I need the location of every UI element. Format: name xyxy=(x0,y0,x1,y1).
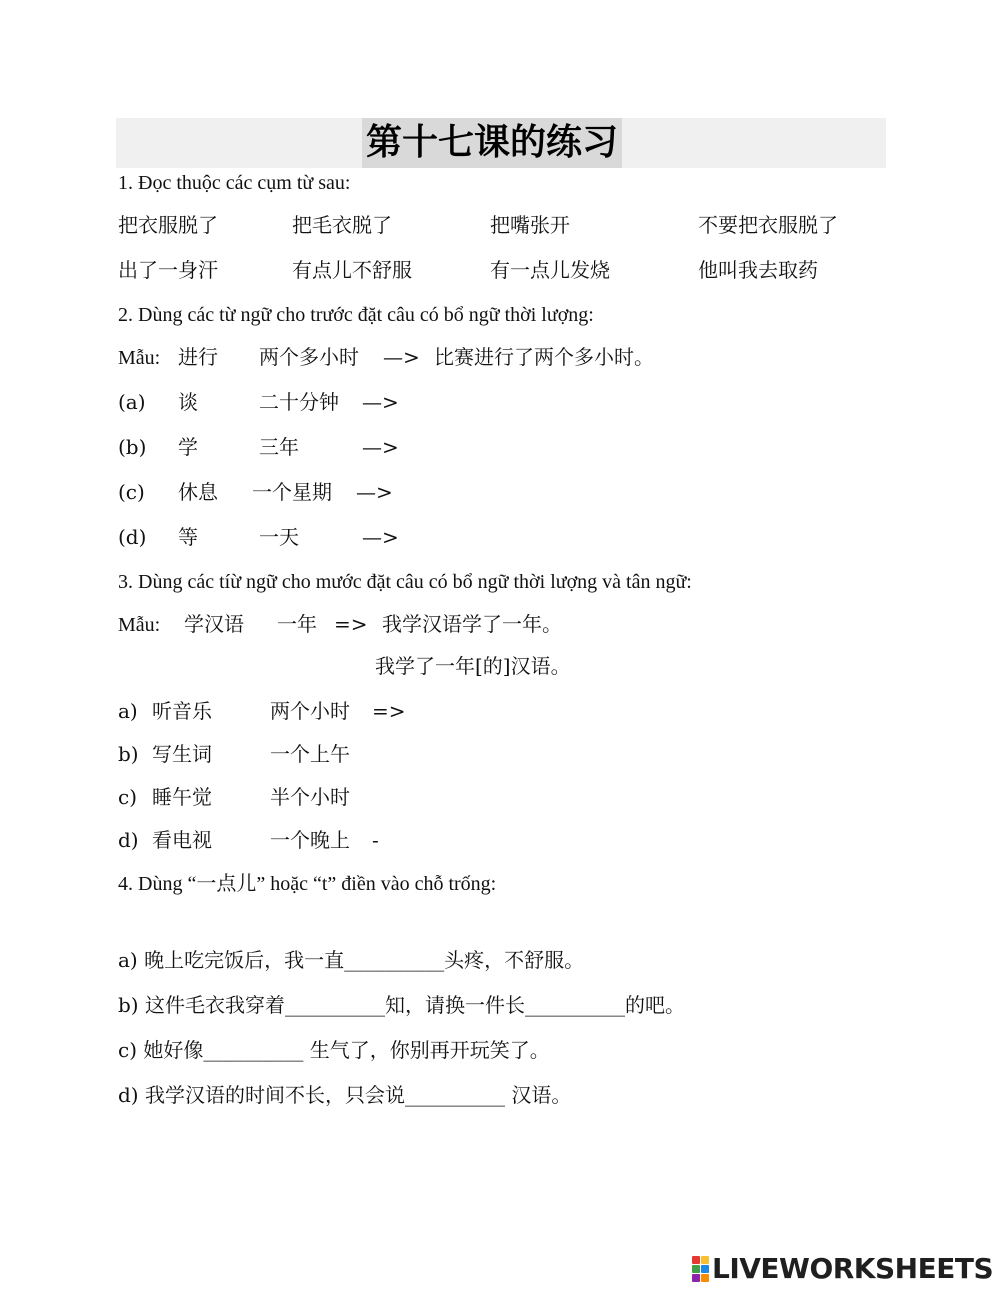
ex2-item-label: (d) xyxy=(118,525,147,549)
fill-blank[interactable]: __________ xyxy=(524,993,625,1017)
ex3-item-time: 一个晚上 xyxy=(270,828,350,852)
ex4-item-label: a) xyxy=(118,948,138,972)
page-title: 第十七课的练习 xyxy=(362,118,622,168)
ex3-heading: 3. Dùng các tíừ ngữ cho mước đặt câu có bổ ngữ thời lượng và tân ngữ: xyxy=(118,571,692,593)
ex4-item xyxy=(118,995,685,1015)
ex3-item-label: c) xyxy=(118,785,138,809)
ex4-item-text: 生气了，你别再开玩笑了。 xyxy=(303,1038,550,1062)
ex4-item-label: c) xyxy=(118,1038,138,1062)
fill-blank[interactable]: __________ xyxy=(344,948,445,972)
ex2-item-verb: 休息 xyxy=(178,480,218,504)
ex1-phrase: 把衣服脱了 xyxy=(118,213,218,237)
ex2-example-label: Mẫu: xyxy=(118,347,161,369)
arrow-icon: —> xyxy=(362,525,399,549)
ex3-example-answer: 我学了一年[的]汉语。 xyxy=(375,654,571,678)
ex1-phrase: 把毛衣脱了 xyxy=(292,213,392,237)
fill-blank[interactable]: __________ xyxy=(284,993,385,1017)
ex2-heading: 2. Dùng các từ ngữ cho trước đặt câu có bổ ngữ thời lượng: xyxy=(118,304,594,326)
ex2-item-time: 三年 xyxy=(259,435,299,459)
ex3-example-phrase: 学汉语 xyxy=(184,612,244,636)
ex4-item-text: 知，请换一件长 xyxy=(384,993,525,1017)
dash-mark: - xyxy=(372,828,379,852)
ex3-item-label: a) xyxy=(118,699,138,723)
ex3-item-time: 两个小时 xyxy=(270,699,350,723)
logo-icon xyxy=(692,1256,709,1282)
arrow-icon: —> xyxy=(383,345,420,369)
ex3-item-phrase: 睡午觉 xyxy=(152,785,212,809)
ex3-item-label: d) xyxy=(118,828,139,852)
ex4-item xyxy=(118,1085,571,1105)
ex2-item-time: 二十分钟 xyxy=(259,390,339,414)
ex3-item-label: b) xyxy=(118,742,139,766)
ex1-phrase: 有点儿不舒服 xyxy=(292,258,412,282)
ex3-item-phrase: 写生词 xyxy=(152,742,212,766)
ex3-example-label: Mẫu: xyxy=(118,614,161,636)
ex1-phrase: 出了一身汗 xyxy=(118,258,218,282)
ex3-example-answer: 我学汉语学了一年。 xyxy=(382,612,562,636)
ex2-item-verb: 学 xyxy=(178,435,198,459)
ex4-item-text: 汉语。 xyxy=(504,1083,572,1107)
arrow-icon: —> xyxy=(362,435,399,459)
ex1-phrase: 不要把衣服脱了 xyxy=(698,213,838,237)
ex4-item-text: 我学汉语的时间不长，只会说 xyxy=(144,1083,405,1107)
ex1-phrase: 有一点儿发烧 xyxy=(490,258,610,282)
arrow-icon: —> xyxy=(362,390,399,414)
fill-blank[interactable]: __________ xyxy=(203,1038,304,1062)
ex4-heading: 4. Dùng “一点儿” hoặc “t” điền vào chỗ trống: xyxy=(118,873,497,895)
ex2-item-label: (b) xyxy=(118,435,147,459)
ex3-item-time: 半个小时 xyxy=(270,785,350,809)
ex4-item xyxy=(118,1040,550,1060)
ex4-item-text: 的吧。 xyxy=(624,993,685,1017)
ex3-item-time: 一个上午 xyxy=(270,742,350,766)
ex4-item-text: 她好像 xyxy=(143,1038,204,1062)
ex3-example-time: 一年 xyxy=(277,612,317,636)
ex2-item-verb: 谈 xyxy=(178,390,198,414)
ex4-item-label: d) xyxy=(118,1083,139,1107)
ex2-item-time: 一个星期 xyxy=(252,480,332,504)
ex2-example-answer: 比赛进行了两个多小时。 xyxy=(434,345,654,369)
liveworksheets-logo xyxy=(692,1252,994,1285)
logo-text: LIVEWORKSHEETS xyxy=(712,1252,994,1285)
ex4-item xyxy=(118,950,584,970)
ex4-item-label: b) xyxy=(118,993,139,1017)
ex1-heading: 1. Đọc thuộc các cụm từ sau: xyxy=(118,172,351,194)
arrow-icon: —> xyxy=(356,480,393,504)
ex2-item-verb: 等 xyxy=(178,525,198,549)
fill-blank[interactable]: __________ xyxy=(404,1083,505,1107)
ex2-example-time: 两个多小时 xyxy=(259,345,359,369)
ex2-item-time: 一天 xyxy=(259,525,299,549)
ex1-phrase: 把嘴张开 xyxy=(490,213,570,237)
ex4-item-text: 这件毛衣我穿着 xyxy=(144,993,285,1017)
ex2-item-label: (c) xyxy=(118,480,145,504)
arrow-icon: => xyxy=(334,612,368,636)
ex2-item-label: (a) xyxy=(118,390,146,414)
ex4-item-text: 头疼，不舒服。 xyxy=(444,948,585,972)
arrow-icon: => xyxy=(372,699,406,723)
ex2-example-verb: 进行 xyxy=(178,345,218,369)
ex3-item-phrase: 看电视 xyxy=(152,828,212,852)
ex4-item-text: 晚上吃完饭后，我一直 xyxy=(144,948,345,972)
ex1-phrase: 他叫我去取药 xyxy=(698,258,818,282)
ex3-item-phrase: 听音乐 xyxy=(152,699,212,723)
